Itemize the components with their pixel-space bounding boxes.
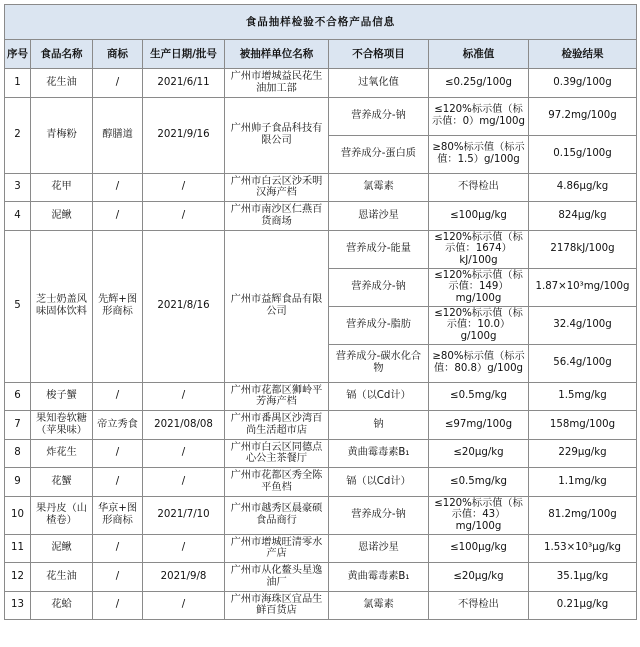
table-row [5, 230, 637, 268]
cell-failed-item[interactable]: 黄曲霉毒素B₁ [329, 439, 429, 468]
cell-no[interactable]: 12 [5, 563, 31, 592]
cell-failed-item[interactable]: 营养成分-钠 [329, 268, 429, 306]
cell-test-result[interactable]: 1.1mg/kg [529, 468, 637, 497]
table-title[interactable]: 食品抽样检验不合格产品信息 [5, 5, 637, 40]
cell-test-result[interactable]: 1.87×10³mg/100g [529, 268, 637, 306]
table-row [5, 411, 637, 440]
table-row [5, 202, 637, 231]
cell-failed-item[interactable]: 氯霉素 [329, 173, 429, 202]
cell-test-result[interactable]: 32.4g/100g [529, 306, 637, 344]
cell-standard-value[interactable]: ≤20μg/kg [429, 563, 529, 592]
cell-standard-value[interactable]: ≤100μg/kg [429, 202, 529, 231]
cell-failed-item[interactable]: 营养成分-钠 [329, 97, 429, 135]
title-row [5, 5, 637, 40]
cell-sampled-unit[interactable]: 广州市白云区沙禾明汉海产档 [225, 173, 329, 202]
cell-brand[interactable]: / [93, 382, 143, 411]
cell-test-result[interactable]: 56.4g/100g [529, 344, 637, 382]
cell-brand[interactable]: 醇膳道 [93, 97, 143, 173]
cell-failed-item[interactable]: 营养成分-钠 [329, 496, 429, 534]
cell-test-result[interactable]: 0.39g/100g [529, 69, 637, 98]
cell-brand[interactable]: / [93, 69, 143, 98]
header-production-date[interactable]: 生产日期/批号 [143, 40, 225, 69]
cell-test-result[interactable]: 158mg/100g [529, 411, 637, 440]
cell-brand[interactable]: / [93, 173, 143, 202]
cell-production-date[interactable]: 2021/9/8 [143, 563, 225, 592]
cell-standard-value[interactable]: ≥80%标示值（标示值：1.5）g/100g [429, 135, 529, 173]
unqualified-products-table [4, 4, 637, 620]
cell-sampled-unit[interactable]: 广州市从化鳌头星逸油厂 [225, 563, 329, 592]
cell-sampled-unit[interactable]: 广州市益辉食品有限公司 [225, 230, 329, 382]
cell-standard-value[interactable]: ≤100μg/kg [429, 534, 529, 563]
table-row [5, 97, 637, 135]
header-standard-value[interactable]: 标准值 [429, 40, 529, 69]
header-food-name[interactable]: 食品名称 [31, 40, 93, 69]
table-row [5, 382, 637, 411]
cell-failed-item[interactable]: 过氧化值 [329, 69, 429, 98]
cell-failed-item[interactable]: 营养成分-蛋白质 [329, 135, 429, 173]
cell-production-date[interactable]: 2021/9/16 [143, 97, 225, 173]
cell-production-date[interactable]: 2021/7/10 [143, 496, 225, 534]
cell-test-result[interactable]: 2178kJ/100g [529, 230, 637, 268]
cell-sampled-unit[interactable]: 广州市番禺区沙湾百尚生活超市店 [225, 411, 329, 440]
cell-no[interactable]: 1 [5, 69, 31, 98]
cell-standard-value[interactable]: 不得检出 [429, 591, 529, 620]
cell-sampled-unit[interactable]: 广州市白云区同德点心公主茶餐厅 [225, 439, 329, 468]
cell-production-date[interactable]: / [143, 468, 225, 497]
cell-brand[interactable]: / [93, 468, 143, 497]
cell-brand[interactable]: 华京+图形商标 [93, 496, 143, 534]
table-row [5, 496, 637, 534]
cell-food-name[interactable]: 果丹皮（山楂卷） [31, 496, 93, 534]
cell-no[interactable]: 7 [5, 411, 31, 440]
cell-standard-value[interactable]: ≤120%标示值（标示值：0）mg/100g [429, 97, 529, 135]
cell-standard-value[interactable]: ≤97mg/100g [429, 411, 529, 440]
cell-food-name[interactable]: 炸花生 [31, 439, 93, 468]
cell-production-date[interactable]: / [143, 439, 225, 468]
cell-standard-value[interactable]: 不得检出 [429, 173, 529, 202]
cell-sampled-unit[interactable]: 广州市海珠区宜品生鲜百货店 [225, 591, 329, 620]
cell-no[interactable]: 10 [5, 496, 31, 534]
cell-standard-value[interactable]: ≤20μg/kg [429, 439, 529, 468]
cell-brand[interactable]: 先辉+图形商标 [93, 230, 143, 382]
cell-test-result[interactable]: 0.15g/100g [529, 135, 637, 173]
cell-standard-value[interactable]: ≤120%标示值（标示值：149）mg/100g [429, 268, 529, 306]
cell-food-name[interactable]: 花生油 [31, 563, 93, 592]
cell-food-name[interactable]: 芝士奶盖风味固体饮料 [31, 230, 93, 382]
cell-no[interactable]: 9 [5, 468, 31, 497]
cell-production-date[interactable]: 2021/8/16 [143, 230, 225, 382]
cell-failed-item[interactable]: 营养成分-脂肪 [329, 306, 429, 344]
cell-production-date[interactable]: / [143, 173, 225, 202]
cell-sampled-unit[interactable]: 广州市花都区秀全陈平鱼档 [225, 468, 329, 497]
cell-no[interactable]: 11 [5, 534, 31, 563]
cell-test-result[interactable]: 1.5mg/kg [529, 382, 637, 411]
table-row [5, 468, 637, 497]
cell-food-name[interactable]: 花蛤 [31, 591, 93, 620]
cell-failed-item[interactable]: 钠 [329, 411, 429, 440]
cell-test-result[interactable]: 35.1μg/kg [529, 563, 637, 592]
header-sampled-unit[interactable]: 被抽样单位名称 [225, 40, 329, 69]
cell-no[interactable]: 6 [5, 382, 31, 411]
cell-test-result[interactable]: 81.2mg/100g [529, 496, 637, 534]
table-row [5, 563, 637, 592]
table-row [5, 69, 637, 98]
cell-brand[interactable]: / [93, 439, 143, 468]
cell-food-name[interactable]: 花蟹 [31, 468, 93, 497]
cell-test-result[interactable]: 1.53×10³μg/kg [529, 534, 637, 563]
cell-standard-value[interactable]: ≤120%标示值（标示值：10.0）g/100g [429, 306, 529, 344]
cell-production-date[interactable]: / [143, 202, 225, 231]
cell-test-result[interactable]: 229μg/kg [529, 439, 637, 468]
header-test-result[interactable]: 检验结果 [529, 40, 637, 69]
cell-sampled-unit[interactable]: 广州市花都区狮岭平芳海产档 [225, 382, 329, 411]
cell-sampled-unit[interactable]: 广州帅子食品科技有限公司 [225, 97, 329, 173]
cell-sampled-unit[interactable]: 广州市南沙区仁燕百货商场 [225, 202, 329, 231]
cell-standard-value[interactable]: ≥80%标示值（标示值：80.8）g/100g [429, 344, 529, 382]
cell-failed-item[interactable]: 黄曲霉毒素B₁ [329, 563, 429, 592]
cell-standard-value[interactable]: ≤0.5mg/kg [429, 468, 529, 497]
header-no[interactable]: 序号 [5, 40, 31, 69]
cell-standard-value[interactable]: ≤0.25g/100g [429, 69, 529, 98]
cell-no[interactable]: 8 [5, 439, 31, 468]
cell-brand[interactable]: / [93, 591, 143, 620]
cell-food-name[interactable]: 果知卷软糖（苹果味） [31, 411, 93, 440]
cell-no[interactable]: 5 [5, 230, 31, 382]
cell-failed-item[interactable]: 恩诺沙星 [329, 534, 429, 563]
cell-failed-item[interactable]: 恩诺沙星 [329, 202, 429, 231]
cell-standard-value[interactable]: ≤120%标示值（标示值：1674）kJ/100g [429, 230, 529, 268]
header-row [5, 40, 637, 69]
cell-production-date[interactable]: 2021/6/11 [143, 69, 225, 98]
cell-production-date[interactable]: 2021/08/08 [143, 411, 225, 440]
cell-no[interactable]: 4 [5, 202, 31, 231]
cell-no[interactable]: 2 [5, 97, 31, 173]
cell-standard-value[interactable]: ≤120%标示值（标示值：43）mg/100g [429, 496, 529, 534]
cell-sampled-unit[interactable]: 广州市越秀区晨豪硕食品商行 [225, 496, 329, 534]
header-failed-item[interactable]: 不合格项目 [329, 40, 429, 69]
cell-test-result[interactable]: 824μg/kg [529, 202, 637, 231]
cell-food-name[interactable]: 青梅粉 [31, 97, 93, 173]
cell-production-date[interactable]: / [143, 382, 225, 411]
cell-food-name[interactable]: 梭子蟹 [31, 382, 93, 411]
cell-no[interactable]: 3 [5, 173, 31, 202]
cell-failed-item[interactable]: 营养成分-碳水化合物 [329, 344, 429, 382]
cell-brand[interactable]: / [93, 563, 143, 592]
cell-standard-value[interactable]: ≤0.5mg/kg [429, 382, 529, 411]
cell-sampled-unit[interactable]: 广州市增城旺清零水产店 [225, 534, 329, 563]
cell-test-result[interactable]: 4.86μg/kg [529, 173, 637, 202]
cell-failed-item[interactable]: 镉（以Cd计） [329, 382, 429, 411]
table-row [5, 534, 637, 563]
cell-brand[interactable]: 帝立秀食 [93, 411, 143, 440]
cell-food-name[interactable]: 花甲 [31, 173, 93, 202]
cell-test-result[interactable]: 97.2mg/100g [529, 97, 637, 135]
cell-sampled-unit[interactable]: 广州市增城益民花生油加工部 [225, 69, 329, 98]
cell-food-name[interactable]: 花生油 [31, 69, 93, 98]
cell-brand[interactable]: / [93, 534, 143, 563]
header-brand[interactable]: 商标 [93, 40, 143, 69]
cell-failed-item[interactable]: 氯霉素 [329, 591, 429, 620]
cell-no[interactable]: 13 [5, 591, 31, 620]
table-row [5, 591, 637, 620]
cell-test-result[interactable]: 0.21μg/kg [529, 591, 637, 620]
cell-failed-item[interactable]: 镉（以Cd计） [329, 468, 429, 497]
cell-food-name[interactable]: 泥鳅 [31, 534, 93, 563]
table-row [5, 439, 637, 468]
table-row [5, 173, 637, 202]
cell-brand[interactable]: / [93, 202, 143, 231]
cell-production-date[interactable]: / [143, 534, 225, 563]
cell-production-date[interactable]: / [143, 591, 225, 620]
cell-failed-item[interactable]: 营养成分-能量 [329, 230, 429, 268]
cell-food-name[interactable]: 泥鳅 [31, 202, 93, 231]
